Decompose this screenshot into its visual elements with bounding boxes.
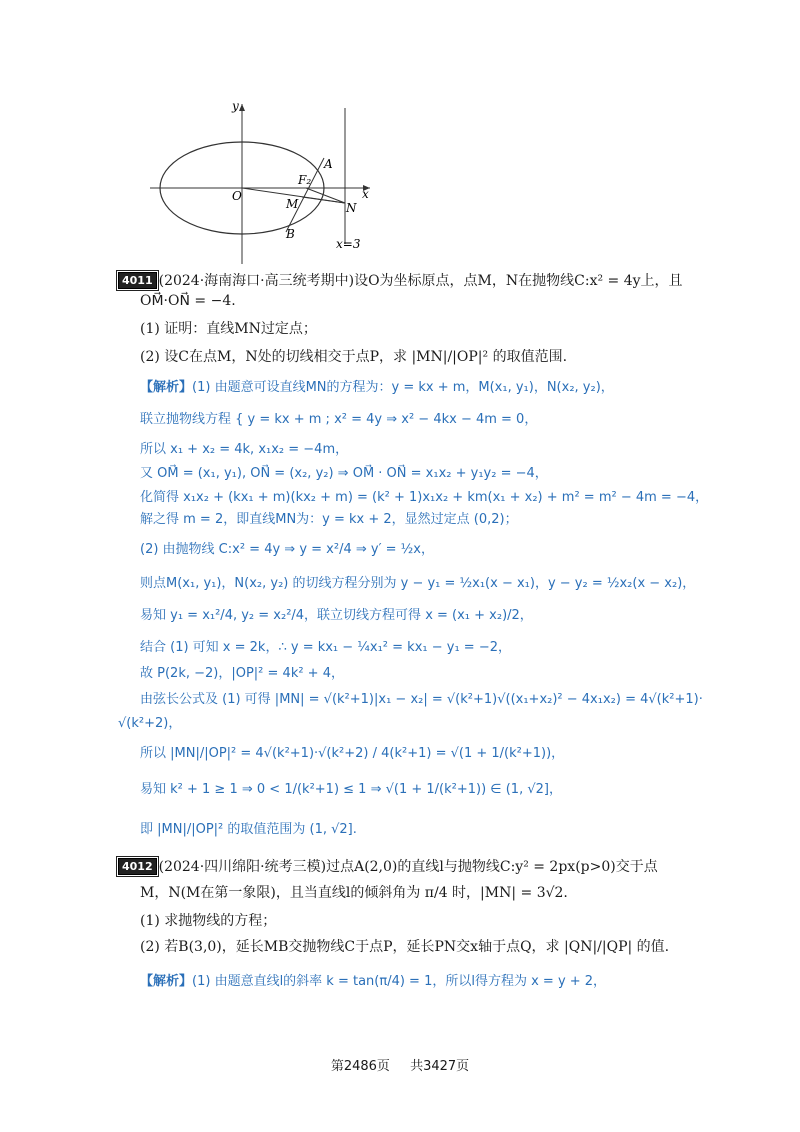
- problem-number-tag: 4011: [118, 272, 157, 289]
- solution-line: 即 |MN|/|OP|² 的取值范围为 (1, √2].: [140, 822, 357, 837]
- problem-4011-line2: OM⃗·ON⃗ = −4.: [140, 293, 236, 309]
- problem-4012-line2: M，N(M在第一象限)，且当直线l的倾斜角为 π/4 时，|MN| = 3√2.: [140, 885, 568, 901]
- page-footer: [0, 1055, 800, 1074]
- label-n: N: [346, 201, 357, 215]
- solution-line: 【解析】(1) 由题意可设直线MN的方程为：y = kx + m，M(x₁, y₁)，N(x₂, y₂)，: [140, 380, 614, 395]
- problem-4012-line1: 4012 (2024·四川绵阳·统考三模)过点A(2,0)的直线l与抛物线C:y² = 2px(p>0)交于点: [118, 856, 658, 876]
- page-total: 共3427页: [410, 1059, 470, 1074]
- label-b: B: [286, 227, 295, 241]
- solution-line: 又 OM⃗ = (x₁, y₁), ON⃗ = (x₂, y₂) ⇒ OM⃗ · ON⃗ = x₁x₂ + y₁y₂ = −4，: [140, 466, 548, 481]
- label-m: M: [286, 197, 299, 211]
- solution-line: 解之得 m = 2，即直线MN为：y = kx + 2，显然过定点 (0,2)；: [140, 512, 518, 527]
- problem-4011-q2: (2) 设C在点M，N处的切线相交于点P，求 |MN|/|OP|² 的取值范围.: [140, 349, 568, 365]
- solution-line: 结合 (1) 可知 x = 2k，∴ y = kx₁ − ¼x₁² = kx₁ − y₁ = −2，: [140, 640, 511, 655]
- problem-4011-q1: (1) 证明：直线MN过定点；: [140, 321, 317, 337]
- problem-4011-line1: 4011 (2024·海南海口·高三统考期中)设O为坐标原点，点M，N在抛物线C:x² = 4y上，且: [118, 270, 683, 290]
- ellipse-figure: [140, 96, 380, 266]
- problem-number-tag: 4012: [118, 858, 157, 875]
- label-y: y: [232, 99, 239, 113]
- solution-line: 所以 |MN|/|OP|² = 4√(k²+1)·√(k²+2) / 4(k²+1) = √(1 + 1/(k²+1))，: [140, 746, 565, 761]
- solution-line: √(k²+2)，: [118, 716, 182, 731]
- solution-line: 所以 x₁ + x₂ = 4k, x₁x₂ = −4m，: [140, 442, 349, 457]
- problem-4012-q2: (2) 若B(3,0)，延长MB交抛物线C于点P，延长PN交x轴于点Q，求 |QN|/|QP| 的值.: [140, 939, 670, 955]
- solution-line: 由弦长公式及 (1) 可得 |MN| = √(k²+1)|x₁ − x₂| = √(k²+1)√((x₁+x₂)² − 4x₁x₂) = 4√(k²+1)·: [140, 692, 703, 707]
- page-number: 第2486页: [330, 1059, 390, 1074]
- label-o: O: [232, 189, 242, 203]
- label-a: A: [324, 157, 333, 171]
- problem-4012-q1: (1) 求抛物线的方程；: [140, 913, 277, 929]
- solution-line: 联立抛物线方程 { y = kx + m ; x² = 4y ⇒ x² − 4kx − 4m = 0，: [140, 412, 538, 427]
- label-x: x: [362, 187, 369, 201]
- solution-line: 化简得 x₁x₂ + (kx₁ + m)(kx₂ + m) = (k² + 1)x₁x₂ + km(x₁ + x₂) + m² = m² − 4m = −4，: [140, 490, 709, 505]
- solution-line: 易知 y₁ = x₁²/4, y₂ = x₂²/4，联立切线方程可得 x = (x₁ + x₂)/2，: [140, 608, 533, 623]
- solution-line: 易知 k² + 1 ≥ 1 ⇒ 0 < 1/(k²+1) ≤ 1 ⇒ √(1 + 1/(k²+1)) ∈ (1, √2]，: [140, 782, 562, 797]
- solution-line: 故 P(2k, −2)，|OP|² = 4k² + 4，: [140, 666, 344, 681]
- solution-line: (2) 由抛物线 C:x² = 4y ⇒ y = x²/4 ⇒ y′ = ½x，: [140, 542, 434, 557]
- solution-line: 【解析】(1) 由题意直线l的斜率 k = tan(π/4) = 1，所以l得方程为 x = y + 2，: [140, 974, 607, 989]
- label-f2: F₂: [298, 173, 312, 187]
- label-x3: x=3: [336, 237, 361, 251]
- solution-line: 则点M(x₁, y₁)，N(x₂, y₂) 的切线方程分别为 y − y₁ = ½x₁(x − x₁)，y − y₂ = ½x₂(x − x₂)，: [140, 576, 696, 591]
